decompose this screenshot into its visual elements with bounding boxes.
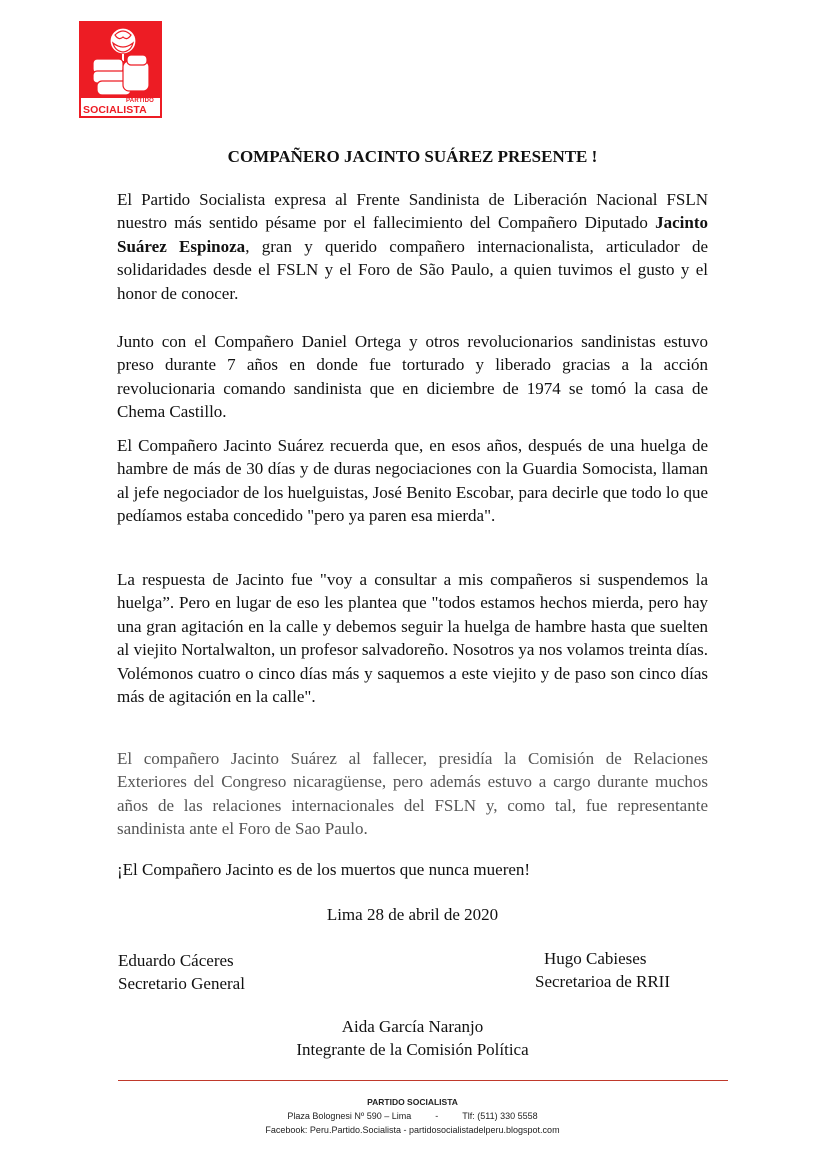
paragraph-text: , gran y querido compañero internacionalista, articulador de solidaridades desde el FSLN y el Foro de São Paulo, a quien tuvimos el gusto y el honor de conocer. (117, 236, 708, 303)
logo-big-text: SOCIALISTA (83, 104, 147, 116)
footer-social: Facebook: Peru.Partido.Socialista - partidosocialistadelperu.blogspot.com (265, 1125, 560, 1135)
paragraph-prison: Junto con el Compañero Daniel Ortega y otros revolucionarios sandinistas estuvo preso durante 7 años en donde fue torturado y liberado gracias a la acción revolucionaria comando sandinista que en diciembre de 1974 se tomó la casa de Chema Castillo. (117, 332, 708, 422)
bold-name: Jacinto Suárez Espinoza (117, 213, 708, 256)
footer-org: PARTIDO SOCIALISTA (367, 1097, 458, 1107)
paragraph-text: El Partido Socialista expresa al Frente Sandinista de Liberación Nacional FSLN nuestro más sentido pésame por el fallecimiento del Compañero Diputado (117, 190, 708, 233)
paragraph-response: La respuesta de Jacinto fue "voy a consultar a mis compañeros si suspendemos la huelga”. Pero en lugar de eso les plantea que "todos estamos hechos mierda, pero hay una gran agitación en la calle y debemos seguir la huelga de hambre hasta que suelten al viejito Nortalwalton, un profesor salvadoreño. Nosotros ya nos volamos treinta días. Volémonos cuatro o cinco días más y saquemos a este viejito y de paso son cinco días más de agitación en la calle". (117, 570, 708, 707)
signature-center (0, 1015, 825, 1061)
footer-address: Plaza Bolognesi Nº 590 – Lima (287, 1111, 412, 1121)
logo-wordmark (81, 98, 160, 116)
signature-right-role: Secretarioa de RRII (535, 972, 670, 991)
signature-left-name: Eduardo Cáceres (118, 951, 234, 970)
document-date: Lima 28 de abril de 2020 (326, 905, 499, 924)
signature-center-name: Aida García Naranjo (341, 1017, 484, 1036)
footer-contact (0, 1111, 825, 1121)
paragraph-hunger-strike: El Compañero Jacinto Suárez recuerda que, en esos años, después de una huelga de hambre de más de 30 días y de duras negociaciones con la Guardia Somocista, llaman al jefe negociador de los huelguistas, José Benito Escobar, para decirle que todo lo que pedíamos estaba concedido "pero ya paren esa mierda". (117, 436, 708, 526)
party-logo (79, 21, 162, 118)
signature-left (118, 949, 245, 995)
footer-phone: Tlf: (511) 330 5558 (462, 1111, 538, 1121)
paragraph-condolence (117, 188, 708, 305)
signature-center-role: Integrante de la Comisión Política (296, 1040, 529, 1059)
signature-left-role: Secretario General (118, 974, 245, 993)
document-title: COMPAÑERO JACINTO SUÁREZ PRESENTE ! (227, 147, 598, 166)
footer-separator: - (435, 1111, 439, 1121)
fist-and-rose-icon (79, 21, 162, 99)
logo-small-text: PARTIDO (126, 98, 154, 104)
paragraph-commission: El compañero Jacinto Suárez al fallecer, presidía la Comisión de Relaciones Exteriores del Congreso nicaragüense, pero además estuvo a cargo durante muchos años de las relaciones internacionales del FSLN y, como tal, fue representante sandinista ante el Foro de Sao Paulo. (117, 749, 708, 839)
paragraph-closing: ¡El Compañero Jacinto es de los muertos que nunca mueren! (117, 860, 531, 879)
footer-divider (118, 1080, 728, 1081)
signature-right-name: Hugo Cabieses (544, 949, 647, 968)
